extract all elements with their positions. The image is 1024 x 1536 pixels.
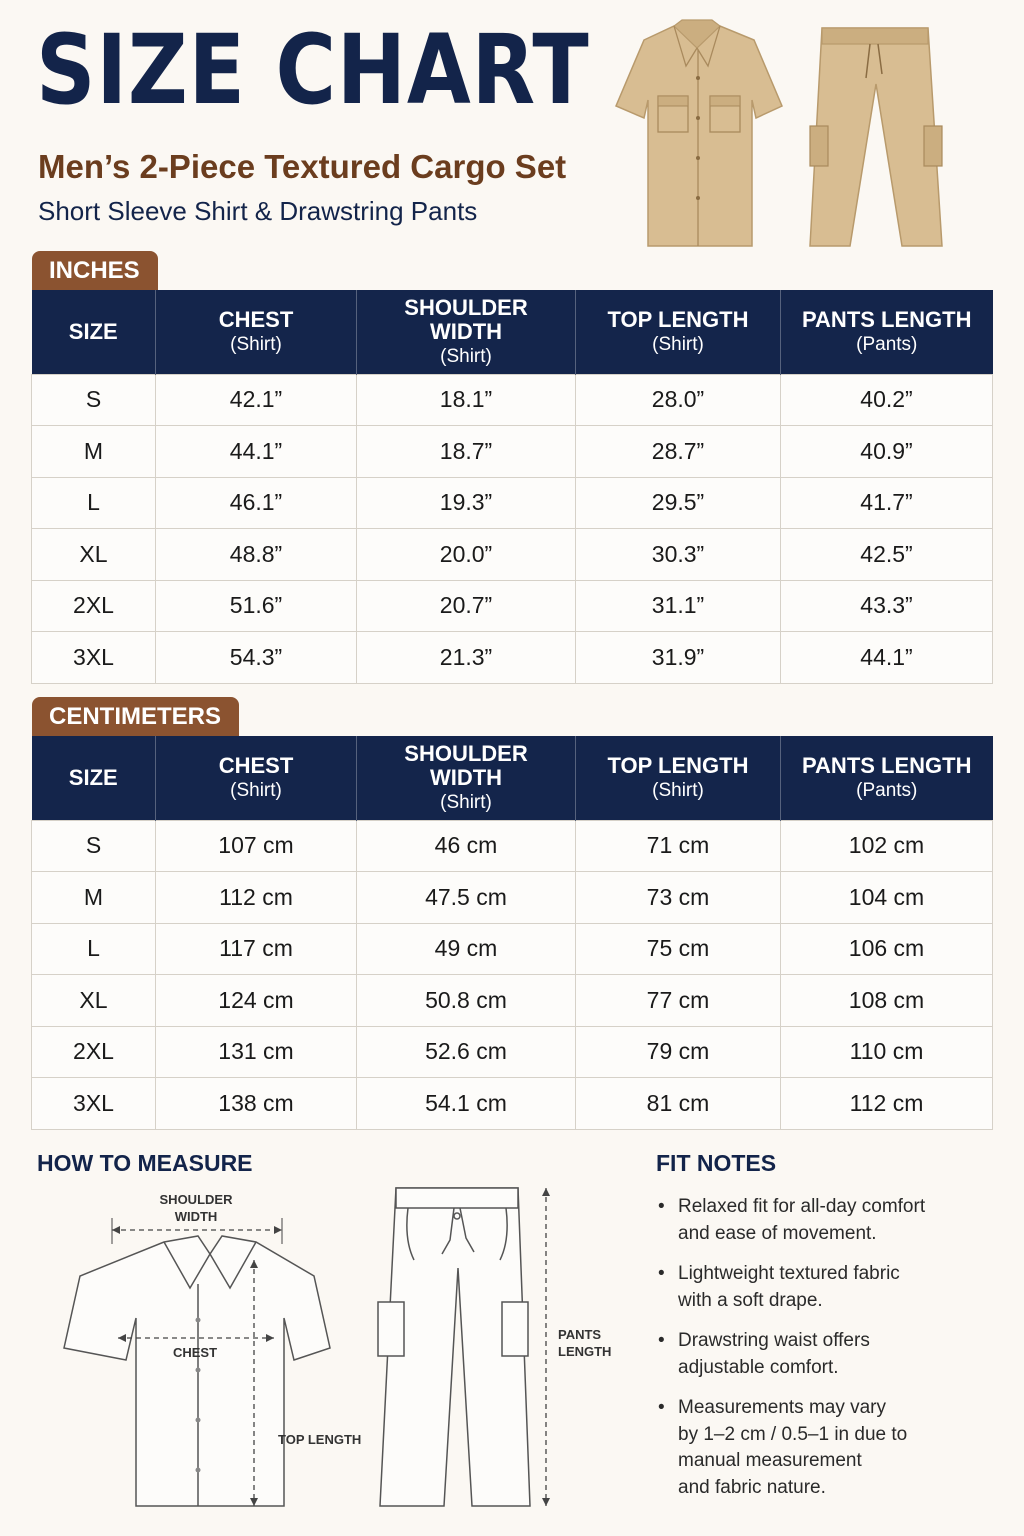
cell-pants-length: 110 cm [781, 1026, 993, 1078]
cell-chest: 138 cm [156, 1078, 357, 1130]
cell-chest: 48.8” [156, 529, 357, 581]
cell-chest: 44.1” [156, 426, 357, 478]
measurement-diagram [40, 1180, 630, 1520]
fit-note-item: • Drawstring waist offers adjustable comfort. [656, 1328, 986, 1381]
cell-top-length: 79 cm [576, 1026, 781, 1078]
cell-pants-length: 106 cm [781, 923, 993, 975]
cell-shoulder-width: 20.0” [357, 529, 576, 581]
cell-size: 2XL [32, 580, 156, 632]
cell-chest: 51.6” [156, 580, 357, 632]
table-row [32, 872, 993, 924]
cell-size: M [32, 426, 156, 478]
cell-pants-length: 40.9” [781, 426, 993, 478]
col-header-top-length: TOP LENGTH (Shirt) [576, 290, 781, 374]
cell-size: S [32, 820, 156, 872]
inches-tab: INCHES [32, 251, 158, 291]
page-title: SIZE CHART [36, 14, 590, 126]
cell-shoulder-width: 18.7” [357, 426, 576, 478]
cell-size: 3XL [32, 1078, 156, 1130]
pants-length-label-2: LENGTH [558, 1344, 612, 1359]
cell-pants-length: 41.7” [781, 477, 993, 529]
product-photo [612, 18, 952, 254]
table-row [32, 477, 993, 529]
col-header-chest: CHEST (Shirt) [156, 736, 357, 820]
cell-size: XL [32, 529, 156, 581]
cell-size: M [32, 872, 156, 924]
shoulder-width-label-1: SHOULDER [159, 1192, 233, 1207]
cell-pants-length: 104 cm [781, 872, 993, 924]
table-row [32, 923, 993, 975]
cell-pants-length: 42.5” [781, 529, 993, 581]
table-row [32, 529, 993, 581]
table-row [32, 374, 993, 426]
table-row [32, 580, 993, 632]
table-row [32, 820, 993, 872]
chest-label: CHEST [172, 1345, 218, 1360]
cell-chest: 124 cm [156, 975, 357, 1027]
cell-shoulder-width: 19.3” [357, 477, 576, 529]
pants-length-label-1: PANTS [558, 1327, 602, 1342]
product-name: Men’s 2-Piece Textured Cargo Set [38, 148, 567, 185]
cell-pants-length: 112 cm [781, 1078, 993, 1130]
fit-note-item: • Measurements may vary by 1–2 cm / 0.5–1 in due to manual measurement and fabric nature. [656, 1395, 986, 1501]
shoulder-width-label-2: WIDTH [174, 1209, 218, 1224]
cell-top-length: 28.0” [576, 374, 781, 426]
pants-illustration [810, 28, 942, 246]
cell-pants-length: 102 cm [781, 820, 993, 872]
fit-notes-heading: FIT NOTES [656, 1150, 777, 1176]
cell-shoulder-width: 54.1 cm [357, 1078, 576, 1130]
centimeters-size-table [31, 736, 993, 1130]
cell-shoulder-width: 21.3” [357, 632, 576, 684]
cell-top-length: 73 cm [576, 872, 781, 924]
inches-size-table [31, 290, 993, 684]
cell-pants-length: 44.1” [781, 632, 993, 684]
col-header-top-length: TOP LENGTH (Shirt) [576, 736, 781, 820]
cell-size: 2XL [32, 1026, 156, 1078]
table-row [32, 975, 993, 1027]
cell-shoulder-width: 49 cm [357, 923, 576, 975]
cell-size: 3XL [32, 632, 156, 684]
fit-note-item: • Lightweight textured fabric with a soft drape. [656, 1261, 986, 1314]
table-row [32, 426, 993, 478]
product-description: Short Sleeve Shirt & Drawstring Pants [38, 196, 478, 226]
pants-outline-icon [378, 1188, 530, 1506]
cell-chest: 107 cm [156, 820, 357, 872]
col-header-shoulder-width: SHOULDER WIDTH (Shirt) [357, 736, 576, 820]
cell-chest: 54.3” [156, 632, 357, 684]
cell-top-length: 29.5” [576, 477, 781, 529]
cell-chest: 117 cm [156, 923, 357, 975]
col-header-size: SIZE [32, 736, 156, 820]
centimeters-tab: CENTIMETERS [32, 697, 239, 737]
cell-chest: 112 cm [156, 872, 357, 924]
cell-pants-length: 108 cm [781, 975, 993, 1027]
cell-size: XL [32, 975, 156, 1027]
table-row [32, 632, 993, 684]
shirt-illustration [616, 20, 782, 246]
col-header-pants-length: PANTS LENGTH (Pants) [781, 290, 993, 374]
cell-pants-length: 40.2” [781, 374, 993, 426]
col-header-size: SIZE [32, 290, 156, 374]
cell-chest: 131 cm [156, 1026, 357, 1078]
cell-shoulder-width: 46 cm [357, 820, 576, 872]
cell-pants-length: 43.3” [781, 580, 993, 632]
cell-size: L [32, 923, 156, 975]
cell-shoulder-width: 20.7” [357, 580, 576, 632]
cell-top-length: 31.1” [576, 580, 781, 632]
how-to-measure-heading: HOW TO MEASURE [37, 1150, 253, 1176]
cell-top-length: 30.3” [576, 529, 781, 581]
cell-top-length: 81 cm [576, 1078, 781, 1130]
col-header-pants-length: PANTS LENGTH (Pants) [781, 736, 993, 820]
cell-top-length: 28.7” [576, 426, 781, 478]
cell-top-length: 75 cm [576, 923, 781, 975]
cell-shoulder-width: 52.6 cm [357, 1026, 576, 1078]
top-length-label: TOP LENGTH [278, 1432, 362, 1447]
cell-shoulder-width: 18.1” [357, 374, 576, 426]
cell-chest: 46.1” [156, 477, 357, 529]
cell-size: L [32, 477, 156, 529]
cell-top-length: 31.9” [576, 632, 781, 684]
col-header-chest: CHEST (Shirt) [156, 290, 357, 374]
cell-top-length: 77 cm [576, 975, 781, 1027]
table-row [32, 1026, 993, 1078]
inches-header-row [32, 290, 993, 374]
cell-chest: 42.1” [156, 374, 357, 426]
cell-size: S [32, 374, 156, 426]
table-row [32, 1078, 993, 1130]
cell-top-length: 71 cm [576, 820, 781, 872]
cell-shoulder-width: 50.8 cm [357, 975, 576, 1027]
cell-shoulder-width: 47.5 cm [357, 872, 576, 924]
centimeters-header-row [32, 736, 993, 820]
fit-notes-list [656, 1194, 986, 1515]
fit-note-item: • Relaxed fit for all-day comfort and ease of movement. [656, 1194, 986, 1247]
col-header-shoulder-width: SHOULDER WIDTH (Shirt) [357, 290, 576, 374]
